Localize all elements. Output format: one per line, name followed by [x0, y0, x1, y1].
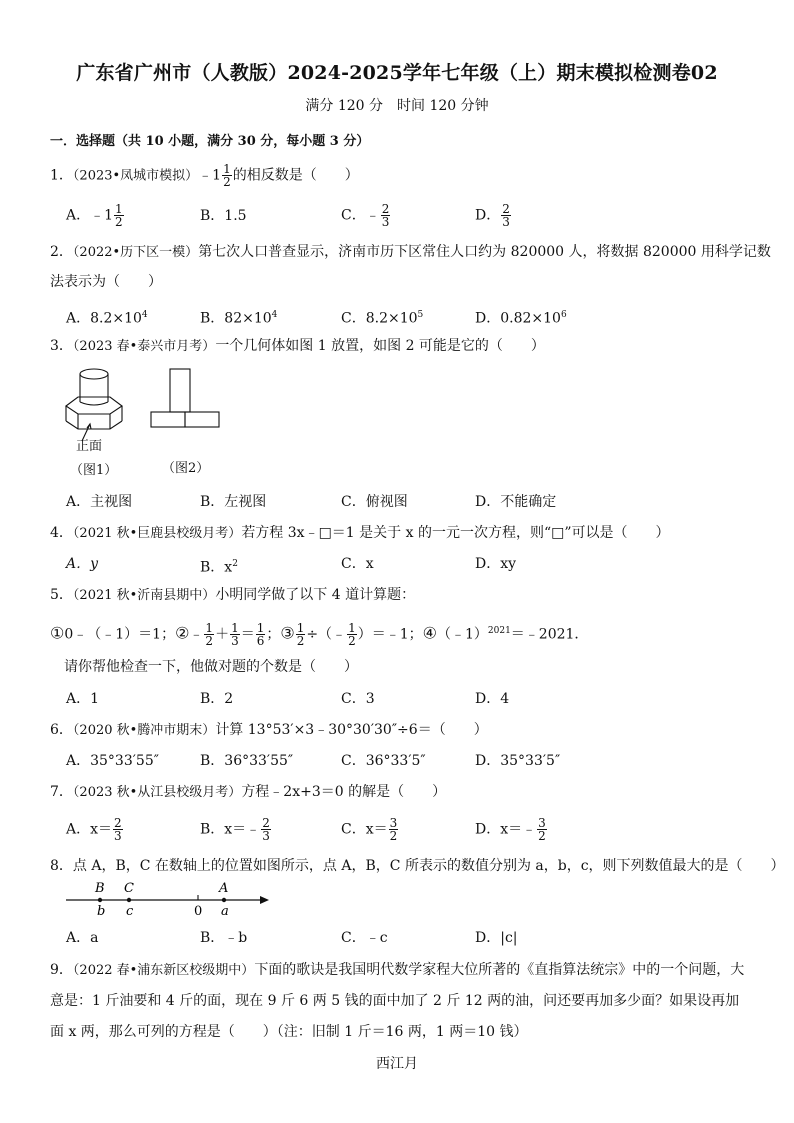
question-source: （2021 秋•沂南县期中）	[72, 588, 216, 603]
question-source: （2022 春•浦东新区校级期中）	[72, 963, 255, 978]
q7-option-a[interactable]: A．x＝ $\frac{2}{3}$	[66, 816, 122, 843]
q2-option-d[interactable]: D．$0.82\times 10^6$	[475, 310, 567, 327]
question-6: 6．（2020 秋•腾冲市期末）计算 13°53′×3﹣30°30′30″÷6＝（ ）	[50, 722, 488, 738]
label-a: a	[221, 904, 229, 919]
question-source: （2021 秋•巨鹿县校级月考）	[72, 526, 242, 541]
q6-option-d[interactable]: D．35°33′5″	[475, 753, 561, 769]
q8-option-a[interactable]: A．a	[66, 930, 99, 946]
q3-option-c[interactable]: C．俯视图	[341, 494, 408, 510]
question-source: （2023•凤城市模拟）	[72, 168, 199, 184]
question-source: （2020 秋•腾冲市期末）	[72, 723, 216, 738]
question-source: （2022•历下区一模）	[72, 245, 199, 260]
q7-option-b[interactable]: B．x＝﹣ $\frac{2}{3}$	[200, 816, 270, 843]
figure-2-caption: （图2）	[162, 461, 210, 476]
q5-option-c[interactable]: C．3	[341, 691, 375, 707]
label-A: A	[219, 881, 229, 896]
q4-option-d[interactable]: D．xy	[475, 556, 517, 572]
question-1: 1．（2023•凤城市模拟）﹣1 $\frac{1}{2}$ 的相反数是（ ）	[50, 162, 359, 189]
figure-2-view	[148, 368, 224, 430]
page-title: 广东省广州市（人教版）2024-2025学年七年级（上）期末模拟检测卷02	[76, 62, 718, 84]
q1-option-a[interactable]: A．﹣1 $\frac{1}{2}$	[66, 202, 123, 229]
fraction: $\frac{1}{2}$	[223, 162, 231, 189]
label-b: b	[97, 904, 106, 919]
question-4: 4．（2021 秋•巨鹿县校级月考）若方程 3x﹣□＝1 是关于 x 的一元一次方程，则“□”可以是（ ）	[50, 525, 670, 541]
q1-option-c[interactable]: C．﹣ $\frac{2}{3}$	[341, 202, 390, 229]
page-subtitle: 满分 120 分 时间 120 分钟	[305, 98, 489, 114]
question-2: 2．（2022•历下区一模）第七次人口普查显示，济南市历下区常住人口约为 820000 人，将数据 820000 用科学记数	[50, 244, 771, 260]
point-a	[222, 898, 226, 902]
question-3: 3．（2023 春•泰兴市月考）一个几何体如图 1 放置，如图 2 可能是它的（ ）	[50, 338, 545, 354]
point-b	[98, 898, 102, 902]
q5-option-d[interactable]: D．4	[475, 691, 510, 707]
q3-option-a[interactable]: A．主视图	[66, 494, 133, 510]
q8-option-d[interactable]: D．|c|	[475, 930, 518, 946]
figure-1-caption: （图1）	[70, 463, 118, 478]
q6-option-b[interactable]: B．36°33′55″	[200, 753, 294, 769]
number-line-figure	[62, 878, 276, 920]
question-9: 9．（2022 春•浦东新区校级期中）下面的歌诀是我国明代数学家程大位所著的《直指算法统宗》中的一个问题，大意是：1 斤油要和 4 斤的面，现在 9 斤 6 两 5 钱的面中加了 2 斤 12 两的油，问还要再加多少面？如果设再加面 x 两，那么可列的方程是（ ）（注：旧制 1 斤＝16 两，1 两＝10 钱）	[50, 962, 745, 1040]
q8-option-c[interactable]: C．﹣c	[341, 930, 388, 946]
q2-option-c[interactable]: C．$8.2\times 10^5$	[341, 310, 424, 327]
question-8: 8．点 A，B，C 在数轴上的位置如图所示，点 A，B，C 所表示的数值分别为 a，b，c，则下列数值最大的是（ ）	[50, 858, 785, 874]
q2-option-a[interactable]: A．$8.2\times 10^4$	[66, 310, 148, 327]
q6-option-c[interactable]: C．36°33′5″	[341, 753, 426, 769]
section-heading: 一．选择题（共 10 小题，满分 30 分，每小题 3 分）	[50, 134, 370, 149]
question-source: （2023 秋•从江县校级月考）	[72, 785, 242, 800]
label-B: B	[95, 881, 105, 896]
q1-option-b[interactable]: B．1.5	[200, 208, 247, 224]
q5-option-b[interactable]: B．2	[200, 691, 234, 707]
q6-option-a[interactable]: A．35°33′55″	[66, 753, 159, 769]
q4-option-b[interactable]: B．$x^2$	[200, 559, 238, 576]
label-zero: 0	[194, 904, 203, 919]
label-C: C	[124, 881, 134, 896]
question-7: 7．（2023 秋•从江县校级月考）方程﹣2x+3＝0 的解是（ ）	[50, 784, 447, 800]
q7-option-c[interactable]: C．x＝ $\frac{3}{2}$	[341, 816, 398, 843]
question-5-expressions: ①0﹣（﹣1）＝1；②﹣ $\frac{1}{2}$ ＋ $\frac{1}{3}$ ＝ $\frac{1}{6}$ ；③ $\frac{1}{2}$ ÷（﹣ $\frac{1}{2}$ ）＝﹣1；④（﹣1）$^{2021}$＝﹣2021．	[50, 621, 589, 649]
q4-option-c[interactable]: C．x	[341, 556, 374, 572]
q3-option-b[interactable]: B．左视图	[200, 494, 267, 510]
q2-option-b[interactable]: B．$82\times 10^4$	[200, 310, 278, 327]
q1-option-d[interactable]: D． $\frac{2}{3}$	[475, 202, 510, 229]
q4-option-a[interactable]: A．y	[66, 556, 99, 572]
q7-option-d[interactable]: D．x＝﹣ $\frac{3}{2}$	[475, 816, 546, 843]
figure-1-solid	[60, 364, 150, 459]
q5-option-a[interactable]: A．1	[66, 691, 100, 707]
figure-1-front-label: 正面	[76, 439, 103, 454]
point-c	[127, 898, 131, 902]
q3-option-d[interactable]: D．不能确定	[475, 494, 557, 510]
question-5: 5．（2021 秋•沂南县期中）小明同学做了以下 4 道计算题：	[50, 587, 416, 603]
page-footer: 西江月	[376, 1056, 418, 1072]
question-2-cont: 法表示为（ ）	[50, 274, 162, 290]
label-c: c	[126, 904, 134, 919]
question-source: （2023 春•泰兴市月考）	[72, 339, 216, 354]
question-5-ask: 请你帮他检查一下，他做对题的个数是（ ）	[64, 659, 358, 675]
q8-option-b[interactable]: B．﹣b	[200, 930, 248, 946]
